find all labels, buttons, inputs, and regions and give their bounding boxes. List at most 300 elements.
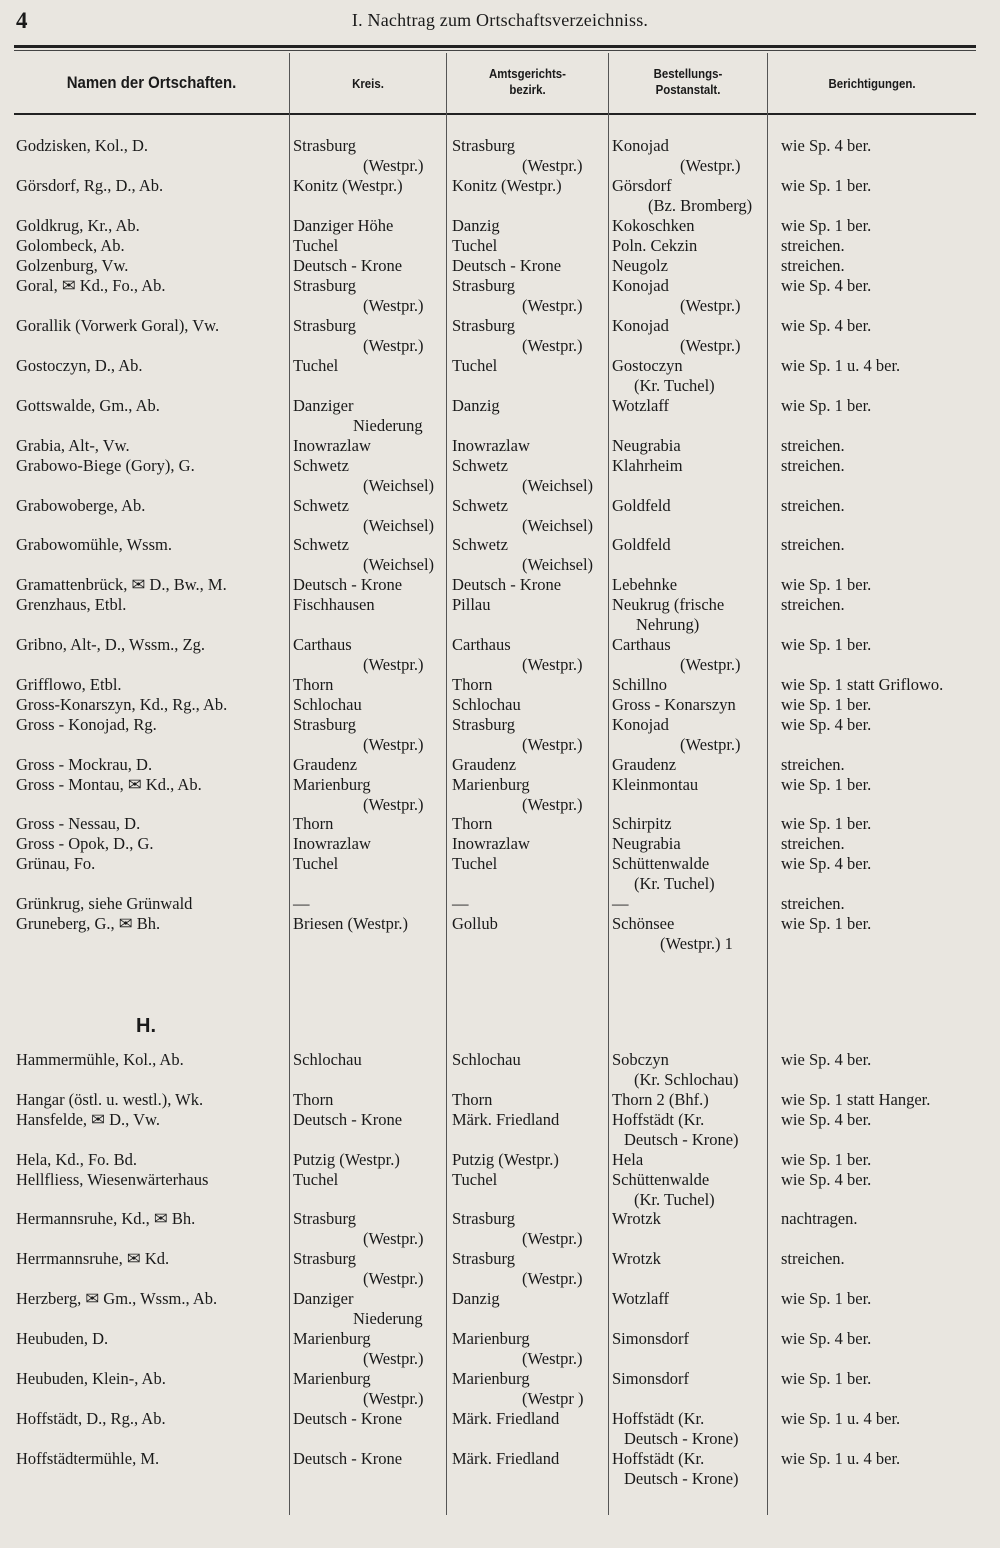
- cell-line: Hoffstädt (Kr.: [612, 1449, 705, 1468]
- cell-amt: [452, 635, 583, 675]
- cell-line: Graudenz: [452, 755, 517, 774]
- cell-post: [612, 854, 715, 894]
- cell-post: [612, 1150, 643, 1170]
- cell-ber: [781, 755, 845, 775]
- cell-line: Danzig: [452, 216, 500, 235]
- cell-line: Thorn: [293, 1090, 334, 1109]
- cell-name: [16, 595, 126, 615]
- cell-ber: [781, 775, 871, 795]
- cell-line: Tuchel: [293, 1170, 339, 1189]
- cell-amt: [452, 396, 500, 416]
- cell-line: Heubuden, D.: [16, 1329, 109, 1348]
- cell-line: wie Sp. 1 ber.: [781, 396, 872, 415]
- cell-line: (Westpr.): [522, 1348, 583, 1368]
- cell-line: (Weichsel): [522, 554, 594, 574]
- cell-ber: [781, 256, 845, 276]
- cell-name: [16, 535, 172, 555]
- cell-line: Golombeck, Ab.: [16, 236, 125, 255]
- cell-line: Schillno: [612, 675, 668, 694]
- cell-name: [16, 236, 125, 256]
- cell-amt: [452, 356, 497, 376]
- cell-name: [16, 1369, 166, 1389]
- cell-kreis: [293, 675, 333, 695]
- cell-name: [16, 436, 130, 456]
- cell-line: Märk. Friedland: [452, 1449, 560, 1468]
- cell-line: Kokoschken: [612, 216, 695, 235]
- cell-line: Schwetz: [293, 496, 349, 515]
- cell-kreis: [293, 276, 424, 316]
- cell-ber: [781, 1249, 845, 1269]
- cell-line: Wrotzk: [612, 1209, 661, 1228]
- cell-line: Grünau, Fo.: [16, 854, 96, 873]
- cell-amt: [452, 894, 469, 914]
- cell-amt: [452, 1249, 583, 1289]
- cell-amt: [452, 496, 593, 536]
- cell-ber: [781, 854, 871, 874]
- cell-line: Goldkrug, Kr., Ab.: [16, 216, 140, 235]
- cell-line: Strasburg: [452, 1249, 515, 1268]
- cell-line: Hoffstädt (Kr.: [612, 1409, 705, 1428]
- cell-line: wie Sp. 1 statt Griflowo.: [781, 675, 944, 694]
- cell-name: [16, 914, 160, 934]
- cell-post: [612, 715, 741, 755]
- cell-line: Tuchel: [293, 854, 339, 873]
- cell-kreis: [293, 854, 338, 874]
- cell-line: Putzig (Westpr.): [452, 1150, 559, 1169]
- cell-line: —: [293, 894, 310, 913]
- cell-name: [16, 1050, 184, 1070]
- cell-line: Grabowomühle, Wssm.: [16, 535, 172, 554]
- cell-amt: [452, 216, 500, 236]
- cell-line: Grifflowo, Etbl.: [16, 675, 122, 694]
- cell-line: Konojad: [612, 136, 669, 155]
- cell-name: [16, 635, 205, 655]
- cell-kreis: [293, 236, 338, 256]
- cell-line: Gross - Opok, D., G.: [16, 834, 154, 853]
- cell-post: [612, 595, 724, 635]
- cell-post: [612, 456, 683, 476]
- cell-post: [612, 316, 741, 356]
- cell-name: [16, 675, 122, 695]
- cell-line: Golzenburg, Vw.: [16, 256, 129, 275]
- cell-amt: [452, 814, 492, 834]
- cell-kreis: [293, 356, 338, 376]
- cell-line: Herrmannsruhe, ✉ Kd.: [16, 1249, 170, 1268]
- cell-line: Gross - Konojad, Rg.: [16, 715, 157, 734]
- cell-kreis: [293, 575, 402, 595]
- cell-line: Grabia, Alt-, Vw.: [16, 436, 130, 455]
- section-heading-h: H.: [136, 1015, 156, 1037]
- cell-line: (Westpr.): [522, 734, 583, 754]
- cell-name: [16, 1329, 108, 1349]
- cell-line: Grünkrug, siehe Grünwald: [16, 894, 193, 913]
- cell-line: Deutsch - Krone: [452, 256, 562, 275]
- cell-line: Schwetz: [452, 535, 508, 554]
- cell-amt: [452, 256, 561, 276]
- cell-amt: [452, 436, 530, 456]
- cell-kreis: [293, 814, 333, 834]
- cell-ber: [781, 1209, 858, 1229]
- cell-line: Gostoczyn, D., Ab.: [16, 356, 143, 375]
- cell-line: wie Sp. 1 ber.: [781, 914, 872, 933]
- cell-line: wie Sp. 1 u. 4 ber.: [781, 356, 901, 375]
- cell-name: [16, 496, 145, 516]
- cell-line: Hansfelde, ✉ D., Vw.: [16, 1110, 160, 1129]
- cell-line: (Westpr.) 1: [660, 933, 733, 953]
- cell-line: Marienburg: [452, 1369, 530, 1388]
- cell-ber: [781, 914, 871, 934]
- cell-amt: [452, 1289, 500, 1309]
- cell-post: [612, 914, 733, 954]
- cell-post: [612, 256, 668, 276]
- cell-line: Thorn: [452, 814, 493, 833]
- cell-line: Hangar (östl. u. westl.), Wk.: [16, 1090, 204, 1109]
- header-name: Namen der Ortschaften.: [66, 73, 237, 92]
- cell-line: (Weichsel): [363, 475, 435, 495]
- cell-line: (Westpr.): [522, 654, 583, 674]
- column-divider: [289, 53, 290, 1515]
- cell-amt: [452, 1209, 583, 1249]
- cell-kreis: [293, 914, 408, 934]
- cell-ber: [781, 715, 871, 735]
- cell-line: streichen.: [781, 236, 845, 255]
- cell-line: nachtragen.: [781, 1209, 858, 1228]
- cell-post: [612, 834, 681, 854]
- cell-kreis: [293, 1110, 402, 1130]
- cell-line: Thorn: [452, 1090, 493, 1109]
- cell-line: Schirpitz: [612, 814, 672, 833]
- cell-line: (Westpr.): [363, 155, 424, 175]
- cell-kreis: [293, 1409, 402, 1429]
- cell-line: (Westpr.): [522, 335, 583, 355]
- cell-name: [16, 216, 140, 236]
- cell-line: Gross-Konarszyn, Kd., Rg., Ab.: [16, 695, 228, 714]
- cell-line: Grabowo-Biege (Gory), G.: [16, 456, 195, 475]
- cell-line: (Kr. Tuchel): [634, 1189, 715, 1209]
- cell-line: Wotzlaff: [612, 1289, 670, 1308]
- cell-line: Neukrug (frische: [612, 595, 725, 614]
- cell-kreis: [293, 695, 362, 715]
- cell-line: wie Sp. 1 ber.: [781, 635, 872, 654]
- cell-name: [16, 1150, 137, 1170]
- cell-kreis: [293, 1369, 424, 1409]
- cell-amt: [452, 695, 521, 715]
- cell-name: [16, 396, 160, 416]
- cell-ber: [781, 1289, 871, 1309]
- cell-line: Hermannsruhe, Kd., ✉ Bh.: [16, 1209, 196, 1228]
- cell-amt: [452, 1369, 583, 1409]
- cell-ber: [781, 1050, 871, 1070]
- cell-line: Hellfliess, Wiesenwärterhaus: [16, 1170, 209, 1189]
- cell-line: Thorn 2 (Bhf.): [612, 1090, 709, 1109]
- cell-post: [612, 396, 669, 416]
- cell-line: Tuchel: [293, 236, 339, 255]
- cell-post: [612, 1249, 661, 1269]
- cell-kreis: [293, 1170, 338, 1190]
- cell-name: [16, 456, 195, 476]
- cell-line: wie Sp. 1 ber.: [781, 1369, 872, 1388]
- cell-line: (Weichsel): [363, 554, 435, 574]
- cell-ber: [781, 356, 900, 376]
- cell-line: Strasburg: [293, 1209, 356, 1228]
- cell-line: Carthaus: [612, 635, 671, 654]
- cell-line: Briesen (Westpr.): [293, 914, 409, 933]
- cell-line: wie Sp. 4 ber.: [781, 715, 872, 734]
- cell-line: wie Sp. 4 ber.: [781, 136, 872, 155]
- cell-line: Neugrabia: [612, 436, 681, 455]
- cell-line: Pillau: [452, 595, 491, 614]
- cell-line: Carthaus: [452, 635, 511, 654]
- header-amtsgericht-line1: Amtsgerichts-: [489, 66, 566, 81]
- cell-line: Schüttenwalde: [612, 1170, 710, 1189]
- cell-name: [16, 755, 152, 775]
- cell-line: Deutsch - Krone: [293, 1409, 403, 1428]
- cell-line: Niederung: [353, 415, 423, 435]
- cell-kreis: [293, 1449, 402, 1469]
- cell-amt: [452, 176, 562, 196]
- cell-line: (Westpr.): [680, 155, 741, 175]
- cell-line: Graudenz: [293, 755, 358, 774]
- cell-line: Deutsch - Krone): [624, 1428, 739, 1448]
- cell-post: [612, 635, 741, 675]
- cell-name: [16, 176, 163, 196]
- cell-line: Gross - Montau, ✉ Kd., Ab.: [16, 775, 202, 794]
- cell-line: Goldfeld: [612, 496, 671, 515]
- column-divider: [446, 53, 447, 1515]
- cell-line: streichen.: [781, 834, 845, 853]
- cell-amt: [452, 276, 583, 316]
- cell-name: [16, 1170, 208, 1190]
- cell-post: [612, 1209, 661, 1229]
- cell-kreis: [293, 176, 403, 196]
- cell-post: [612, 894, 629, 914]
- cell-line: Märk. Friedland: [452, 1110, 560, 1129]
- cell-ber: [781, 1409, 900, 1429]
- cell-line: (Kr. Tuchel): [634, 375, 715, 395]
- cell-line: Schönsee: [612, 914, 675, 933]
- cell-line: Strasburg: [293, 715, 356, 734]
- cell-line: streichen.: [781, 755, 845, 774]
- cell-kreis: [293, 136, 424, 176]
- cell-ber: [781, 276, 871, 296]
- cell-ber: [781, 1369, 871, 1389]
- cell-line: wie Sp. 1 ber.: [781, 695, 872, 714]
- cell-name: [16, 854, 95, 874]
- cell-line: Konitz (Westpr.): [452, 176, 562, 195]
- cell-amt: [452, 715, 583, 755]
- column-divider: [767, 53, 768, 1515]
- cell-line: Poln. Cekzin: [612, 236, 698, 255]
- cell-amt: [452, 595, 491, 615]
- cell-line: Gross - Nessau, D.: [16, 814, 141, 833]
- cell-kreis: [293, 1090, 333, 1110]
- cell-amt: [452, 914, 498, 934]
- cell-line: Simonsdorf: [612, 1369, 690, 1388]
- cell-name: [16, 695, 227, 715]
- cell-name: [16, 1090, 203, 1110]
- cell-post: [612, 1170, 715, 1210]
- cell-line: wie Sp. 1 ber.: [781, 775, 872, 794]
- cell-line: Konojad: [612, 276, 669, 295]
- cell-line: Märk. Friedland: [452, 1409, 560, 1428]
- column-divider: [608, 53, 609, 1515]
- cell-line: Hammermühle, Kol., Ab.: [16, 1050, 184, 1069]
- cell-line: Graudenz: [612, 755, 677, 774]
- cell-line: Thorn: [293, 814, 334, 833]
- cell-line: (Westpr ): [522, 1388, 584, 1408]
- cell-name: [16, 136, 148, 156]
- cell-line: Putzig (Westpr.): [293, 1150, 400, 1169]
- header-berichtigungen: Berichtigungen.: [828, 76, 916, 91]
- page-number: 4: [16, 8, 28, 33]
- cell-line: Schwetz: [452, 496, 508, 515]
- cell-name: [16, 1110, 160, 1130]
- cell-line: Görsdorf, Rg., D., Ab.: [16, 176, 164, 195]
- cell-kreis: [293, 216, 393, 236]
- cell-ber: [781, 216, 871, 236]
- cell-post: [612, 176, 752, 216]
- cell-amt: [452, 456, 593, 496]
- cell-amt: [452, 1050, 521, 1070]
- cell-kreis: [293, 396, 423, 436]
- cell-amt: [452, 1110, 559, 1130]
- cell-line: Gottswalde, Gm., Ab.: [16, 396, 160, 415]
- cell-ber: [781, 316, 871, 336]
- cell-amt: [452, 575, 561, 595]
- cell-post: [612, 1050, 738, 1090]
- cell-line: Wrotzk: [612, 1249, 661, 1268]
- cell-line: Tuchel: [293, 356, 339, 375]
- cell-line: (Westpr.): [363, 295, 424, 315]
- cell-amt: [452, 1170, 497, 1190]
- cell-line: Hoffstädtermühle, M.: [16, 1449, 160, 1468]
- running-head: I. Nachtrag zum Ortschaftsverzeichniss.: [351, 10, 649, 30]
- cell-line: Danzig: [452, 396, 500, 415]
- cell-line: Hoffstädt, D., Rg., Ab.: [16, 1409, 166, 1428]
- cell-line: Deutsch - Krone: [293, 1449, 403, 1468]
- cell-line: Gross - Mockrau, D.: [16, 755, 153, 774]
- cell-line: (Westpr.): [522, 1268, 583, 1288]
- cell-line: Hoffstädt (Kr.: [612, 1110, 705, 1129]
- cell-line: Simonsdorf: [612, 1329, 690, 1348]
- cell-line: Lebehnke: [612, 575, 678, 594]
- cell-kreis: [293, 436, 371, 456]
- cell-line: Hela: [612, 1150, 644, 1169]
- cell-line: Tuchel: [452, 356, 498, 375]
- cell-line: Danziger Höhe: [293, 216, 394, 235]
- cell-line: Inowrazlaw: [452, 436, 530, 455]
- cell-amt: [452, 854, 497, 874]
- cell-post: [612, 675, 667, 695]
- cell-ber: [781, 675, 943, 695]
- header-amtsgericht-line2: bezirk.: [509, 82, 546, 97]
- cell-line: Kleinmontau: [612, 775, 699, 794]
- cell-line: (Westpr.): [680, 295, 741, 315]
- cell-line: Konitz (Westpr.): [293, 176, 403, 195]
- cell-line: (Westpr.): [363, 654, 424, 674]
- cell-post: [612, 356, 715, 396]
- cell-line: Görsdorf: [612, 176, 672, 195]
- cell-line: Wotzlaff: [612, 396, 670, 415]
- cell-line: Schwetz: [293, 535, 349, 554]
- cell-line: (Bz. Bromberg): [648, 195, 753, 215]
- cell-line: Schlochau: [452, 695, 521, 714]
- cell-line: Tuchel: [452, 236, 498, 255]
- cell-name: [16, 1249, 169, 1269]
- cell-line: (Westpr.): [522, 794, 583, 814]
- cell-kreis: [293, 755, 357, 775]
- cell-line: Marienburg: [452, 1329, 530, 1348]
- cell-line: Herzberg, ✉ Gm., Wssm., Ab.: [16, 1289, 218, 1308]
- cell-amt: [452, 755, 516, 775]
- cell-post: [612, 755, 676, 775]
- cell-line: Thorn: [452, 675, 493, 694]
- cell-amt: [452, 1090, 492, 1110]
- cell-line: wie Sp. 1 ber.: [781, 216, 872, 235]
- cell-ber: [781, 136, 871, 156]
- cell-amt: [452, 1449, 559, 1469]
- cell-ber: [781, 1150, 871, 1170]
- cell-line: (Westpr.): [680, 335, 741, 355]
- cell-line: streichen.: [781, 496, 845, 515]
- cell-line: wie Sp. 1 u. 4 ber.: [781, 1449, 901, 1468]
- cell-line: (Westpr.): [363, 1348, 424, 1368]
- header-rule: [14, 113, 976, 115]
- cell-name: [16, 256, 128, 276]
- cell-post: [612, 535, 671, 555]
- cell-line: wie Sp. 1 u. 4 ber.: [781, 1409, 901, 1428]
- cell-line: Deutsch - Krone: [293, 256, 403, 275]
- cell-post: [612, 276, 741, 316]
- cell-line: wie Sp. 1 statt Hanger.: [781, 1090, 931, 1109]
- cell-line: wie Sp. 4 ber.: [781, 854, 872, 873]
- cell-line: wie Sp. 4 ber.: [781, 1170, 872, 1189]
- cell-line: wie Sp. 4 ber.: [781, 1110, 872, 1129]
- top-rule-thin: [14, 50, 976, 51]
- cell-line: Sobczyn: [612, 1050, 669, 1069]
- cell-ber: [781, 635, 871, 655]
- cell-ber: [781, 695, 871, 715]
- cell-ber: [781, 1090, 930, 1110]
- cell-line: Gribno, Alt-, D., Wssm., Zg.: [16, 635, 205, 654]
- cell-line: wie Sp. 1 ber.: [781, 575, 872, 594]
- cell-line: Godzisken, Kol., D.: [16, 136, 148, 155]
- cell-line: Strasburg: [452, 715, 515, 734]
- cell-ber: [781, 1170, 871, 1190]
- cell-kreis: [293, 256, 402, 276]
- cell-line: Danziger: [293, 1289, 354, 1308]
- cell-kreis: [293, 775, 424, 815]
- cell-line: —: [452, 894, 469, 913]
- cell-ber: [781, 456, 845, 476]
- cell-line: (Westpr.): [363, 1268, 424, 1288]
- cell-line: Marienburg: [293, 1329, 371, 1348]
- cell-line: Gorallik (Vorwerk Goral), Vw.: [16, 316, 220, 335]
- cell-post: [612, 575, 677, 595]
- cell-line: Gostoczyn: [612, 356, 683, 375]
- header-postanstalt: [618, 66, 757, 98]
- cell-ber: [781, 436, 845, 456]
- cell-line: wie Sp. 1 ber.: [781, 1150, 872, 1169]
- cell-kreis: [293, 894, 310, 914]
- cell-kreis: [293, 496, 434, 536]
- cell-post: [612, 496, 671, 516]
- cell-post: [612, 436, 681, 456]
- cell-line: Deutsch - Krone: [293, 575, 403, 594]
- cell-line: (Westpr.): [522, 295, 583, 315]
- top-rule: [14, 45, 976, 48]
- cell-ber: [781, 496, 845, 516]
